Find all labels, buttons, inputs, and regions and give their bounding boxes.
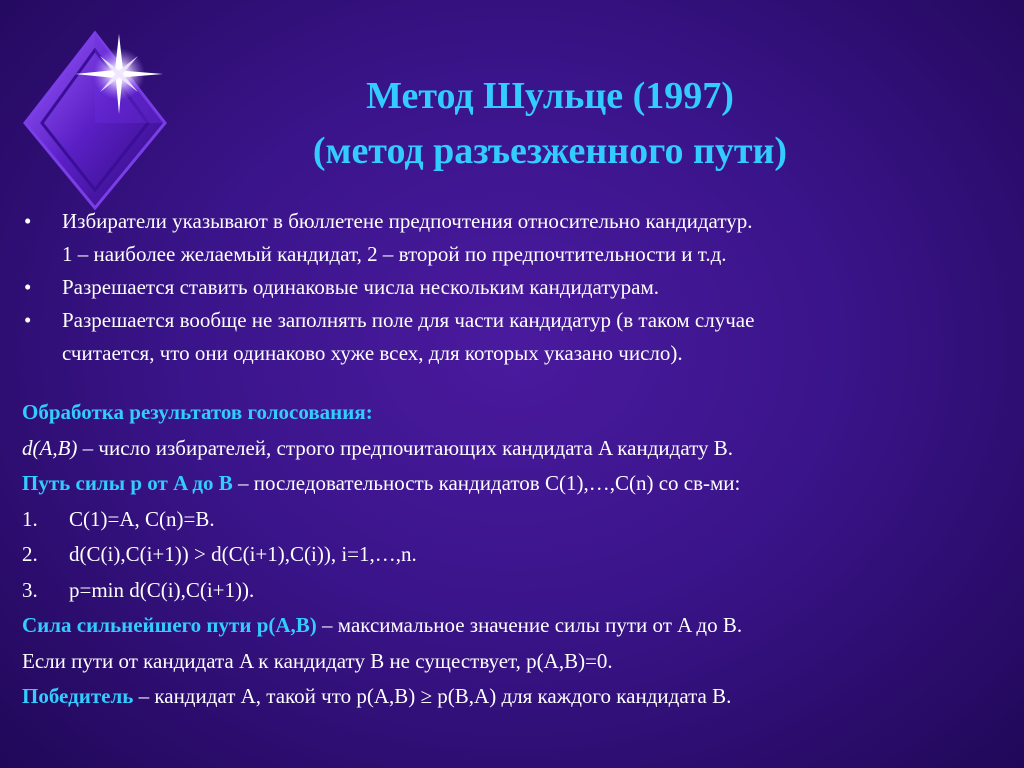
definition-term: Путь силы p от A до B <box>22 471 233 495</box>
definition-text: – кандидат А, такой что p(A,B) ≥ p(B,A) для каждого кандидата B. <box>133 684 732 708</box>
list-item <box>22 271 1012 304</box>
bullet-text: Разрешается вообще не заполнять поле для части кандидатур (в таком случае <box>62 308 755 332</box>
condition-number: 1. <box>22 506 38 531</box>
no-path-note: Если пути от кандидата A к кандидату B не существует, p(A,B)=0. <box>22 648 613 673</box>
definition-d <box>22 431 1012 467</box>
condition-number: 3. <box>22 577 38 602</box>
section-heading: Обработка результатов голосования: <box>22 400 373 424</box>
condition-item <box>22 573 1012 609</box>
bullet-text: Избиратели указывают в бюллетене предпочтения относительно кандидатур. <box>62 209 753 233</box>
condition-item <box>22 537 1012 573</box>
condition-text: C(1)=A, C(n)=B. <box>69 506 215 531</box>
bullet-marker: • <box>24 275 32 299</box>
bullet-list <box>22 205 1012 370</box>
list-item <box>22 205 1012 271</box>
page-subtitle: (метод разъезженного пути) <box>312 130 788 172</box>
definition-text: – последовательность кандидатов C(1),…,C(n) со св-ми: <box>232 471 741 495</box>
bullet-text: 1 – наиболее желаемый кандидат, 2 – второй по предпочтительности и т.д. <box>62 242 727 266</box>
definition-term: Сила сильнейшего пути p(A,B) <box>22 613 317 637</box>
condition-text: p=min d(C(i),C(i+1)). <box>69 577 255 602</box>
definition-text: – число избирателей, строго предпочитающих кандидата A кандидату B. <box>77 435 734 460</box>
definition-term: Победитель <box>22 684 134 708</box>
condition-text: d(C(i),C(i+1)) > d(C(i+1),C(i)), i=1,…,n. <box>69 542 417 566</box>
condition-item <box>22 502 1012 538</box>
definition-text: – максимальное значение силы пути от A до B. <box>316 613 743 637</box>
diamond-sparkle-icon <box>20 28 170 213</box>
processing-section <box>22 395 1012 715</box>
page-title: Метод Шульце (1997) <box>366 75 734 117</box>
bullet-marker: • <box>24 308 32 332</box>
list-item <box>22 304 1012 370</box>
bullet-marker: • <box>24 209 32 233</box>
bullet-text: считается, что они одинаково хуже всех, для которых указано число). <box>62 341 683 365</box>
definition-term: d(A,B) <box>22 435 78 460</box>
bullet-text: Разрешается ставить одинаковые числа нескольким кандидатурам. <box>62 275 659 299</box>
definition-winner <box>22 679 1012 715</box>
condition-number: 2. <box>22 542 38 566</box>
definition-path <box>22 466 1012 502</box>
definition-strongest <box>22 608 1012 644</box>
